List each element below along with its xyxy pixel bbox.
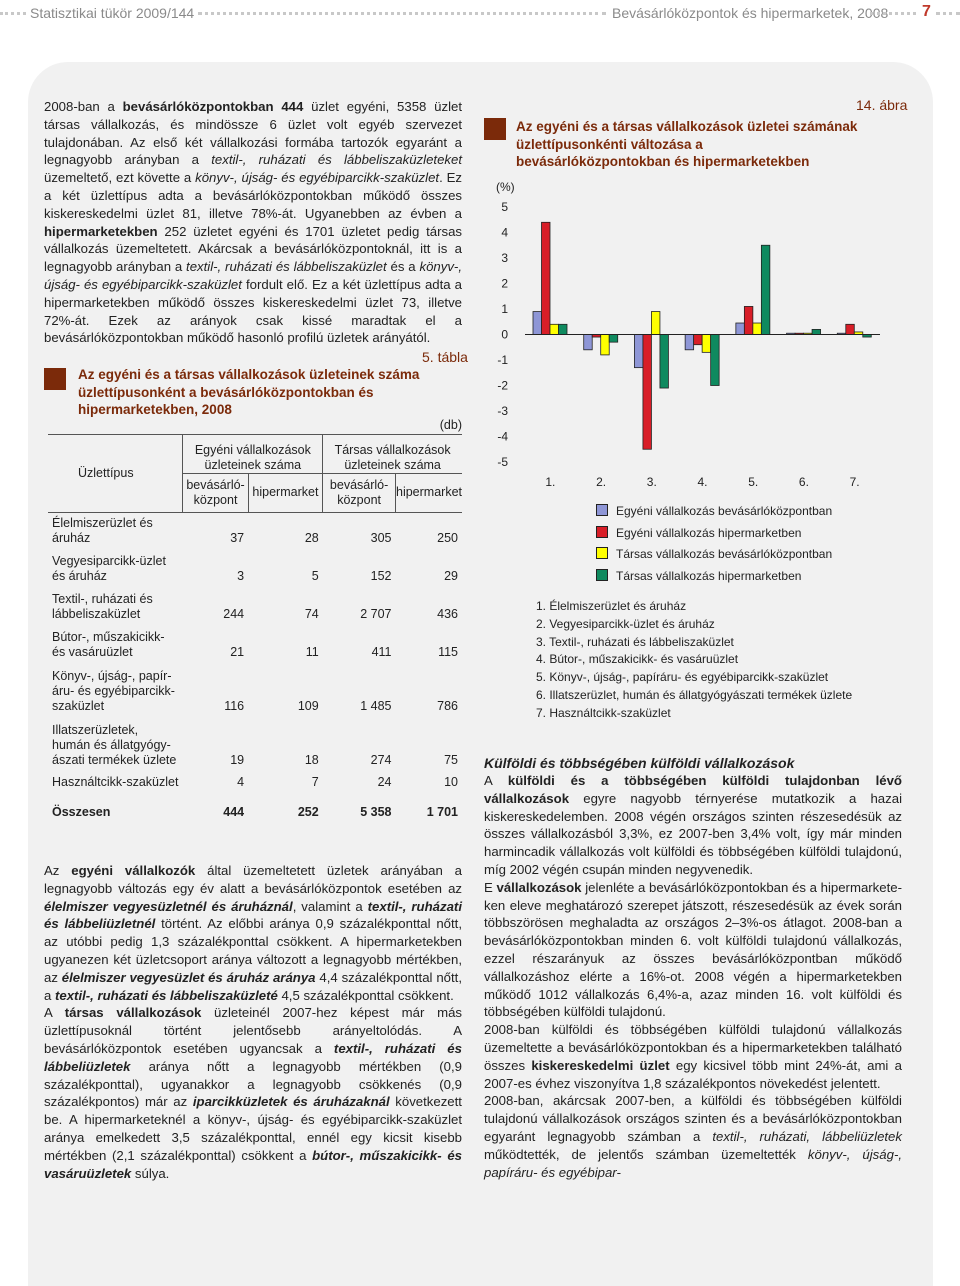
x-tick-label: 7. [849, 475, 860, 489]
bar [643, 335, 652, 450]
table-unit: (db) [439, 418, 462, 432]
row-label: Bútor-, műszakicikk- és vasáruüzlet [52, 630, 165, 659]
category-description: 5. Könyv-, újság-, papíráru- és egyébiparcikk-szaküzlet [536, 670, 829, 685]
bar [812, 329, 821, 334]
row-label: Textil-, ruházati és lábbeliszaküzlet [52, 592, 153, 621]
legend-swatch [596, 569, 608, 581]
header-dotted-rule [198, 12, 606, 15]
table-marker [44, 368, 66, 390]
header-dotted-rule [870, 12, 916, 15]
x-tick-label: 1. [545, 475, 556, 489]
cell-value: 444 [223, 805, 245, 819]
table-row [48, 626, 462, 664]
bar-chart [480, 190, 900, 500]
publication-title: Statisztikai tükör 2009/144 [30, 5, 195, 21]
table-body [48, 512, 462, 824]
cell-value: 786 [437, 699, 458, 713]
bar [846, 324, 855, 334]
bar [702, 335, 711, 353]
foreign-enterprises-paragraph: A külföldi és a többségében külföldi tulajdonban lévő vállalkozások egyre nagyobb térnyerése mutatkozik a hazai kiskereskedelemben. 2008 végén országos szinten részesedésük az összes vállalkozásból 3,3%, ez 2007-ben 3,4% volt, így már minden harmincadik vállalkozás volt külföldi és többségében külföldi tulajdonú, míg 2002 végén csupán minden negyvenedik. E vállalkozások jelenléte a bevásárlóközpontokban és a hipermarketeken eleve meghatározó szerepet játszott, részesedésük az évek során többszörösen meghaladta az országos 2–3%-os átlagot. 2008-ban a bevásárlóközpontokban minden 6. volt külföldi tulajdonú vállalkozás, ezzel részarányuk az összes bevásárlóközpontban működő vállalkozáshoz elérte a 16%-ot. 2008 végén a hipermarketekben működő 1012 vállalkozás 6,4%-a, azaz minden 16. volt külföldi és többségében külföldi tulajdonú. 2008-ban külföldi és többségében külföldi tulajdonú vállalkozás üzemeltette a bevásárlóközpontokban és a hipermarketekben található összes kiskereskedelmi üzlet egy kicsivel több mint 24%-át, ami a 2007-es évhez viszonyítva 1,8 százalékpontos növekedést jelentett. 2008-ban, akárcsak 2007-ben, a külföldi és többségében külföldi tulajdonú vállalkozások országos szinten és a bevásárlóközpontokban egyaránt legnagyobb számban a textil-, ruházati, lábbeliüzletek működtették, de jelentős számban üzemeltették könyv-, újság-, papíráru- és egyébipar- [484, 773, 902, 1180]
cell-value: 115 [438, 645, 458, 659]
col-header-mall: bevásárló- központ [183, 473, 248, 512]
bar [609, 335, 618, 343]
cell-value: 24 [377, 775, 392, 789]
cell-value: 1 701 [426, 805, 458, 819]
legend-label: Egyéni vállalkozás bevásárlóközpontban [616, 504, 833, 518]
category-description: 2. Vegyesiparcikk-üzlet és áruház [536, 616, 715, 631]
bar [761, 245, 770, 334]
legend-item [596, 547, 832, 561]
cell-value: 411 [371, 645, 392, 659]
bar [584, 335, 593, 350]
bar [651, 312, 660, 335]
row-label: Használtcikk-szaküzlet [52, 775, 179, 789]
legend-label: Társas vállalkozás hipermarketben [616, 568, 802, 583]
cell-value: 29 [444, 569, 458, 583]
category-description: 7. Használtcikk-szaküzlet [536, 705, 671, 720]
bar [736, 323, 745, 334]
bar [711, 335, 720, 386]
y-tick-label: 4 [501, 225, 508, 240]
y-tick-label: 1 [501, 302, 508, 316]
table-row [48, 664, 462, 718]
intro-paragraph: 2008-ban a bevásárlóközpontokban 444 üzlet egyéni, 5358 üzlet társas vállalkozás, és mindössze 6 üzlet volt egyéb szervezet tulajdonában. Az első két vállalkozási formába tartozók egyaránt a legnagyobb arányban a textil-, ruházati és lábbeliszaküzleteket üzemeltető, ezt követte a könyv-, újság- és egyébiparcikk-szaküzlet. Ez a két üzlettípus adta a bevásárlóközpontokban működő összes kiskereskedelmi üzlet 81, illetve 78%-át. Ugyanebben az évben a hipermarketekben 252 üzletet egyéni és 1701 üzletet pedig társas vállalkozás üzemeltetett. Akárcsak a bevásárlóközpontoknál, itt is a legnagyobb arányban a textil-, ruházati és lábbeliszaküzlet és a könyv-, újság- és egyébiparcikk-szaküzlet fordult elő. Ez a két üzlettípus adta a hipermarketekben működő összes kiskereskedelmi üzlet 73, illetve 72%-át. Ezek az arányok csak kissé maradtak el a bevásárlóközpontokban működő hasonló profilú üzletek arányától. [44, 99, 463, 346]
header-dotted-rule [0, 12, 26, 15]
y-tick-label: 3 [501, 251, 508, 265]
col-header-hypermarket: hipermarket [396, 473, 463, 512]
table-row [48, 718, 462, 772]
cell-value: 274 [370, 753, 392, 767]
cell-value: 21 [230, 645, 245, 659]
bar [753, 323, 762, 334]
cell-value: 252 [297, 805, 319, 819]
bar [744, 306, 753, 334]
category-list [536, 598, 852, 723]
table-row [48, 588, 462, 626]
bar [601, 335, 610, 355]
y-tick-label: 0 [501, 327, 508, 342]
legend-item [596, 569, 801, 583]
cell-value: 116 [224, 699, 245, 713]
cell-value: 250 [437, 531, 458, 545]
cell-value: 3 [237, 569, 245, 583]
row-label: Könyv-, újság-, papír- áru- és egyébiparcikk- szaküzlet [52, 669, 175, 713]
legend-item [596, 526, 801, 540]
cell-value: 305 [370, 531, 392, 545]
cell-value: 11 [305, 645, 319, 659]
cell-value: 2 707 [360, 607, 392, 621]
cell-value: 152 [370, 569, 392, 583]
row-label: Vegyesiparcikk-üzlet és áruház [52, 554, 166, 583]
cell-value: 109 [297, 699, 319, 713]
legend-swatch [596, 526, 608, 538]
y-tick-label: -3 [497, 404, 508, 418]
bar [559, 324, 568, 334]
figure-number: 14. ábra [856, 97, 908, 113]
cell-value: 436 [437, 607, 458, 621]
col-group-corporate: Társas vállalkozások üzleteinek száma [323, 434, 462, 473]
category-description: 4. Bútor-, műszakicikk- és vasáruüzlet [536, 652, 739, 667]
legend-swatch [596, 547, 608, 559]
table-row [48, 772, 462, 794]
bar [660, 335, 669, 389]
legend-item [596, 504, 832, 518]
table-row [48, 512, 462, 550]
bar [634, 335, 643, 368]
legend-label: Társas vállalkozás bevásárlóközpontban [616, 547, 833, 561]
y-tick-label: 2 [501, 276, 508, 291]
y-tick-label: 5 [501, 200, 508, 214]
x-tick-label: 3. [646, 475, 657, 489]
individual-corporate-paragraph: Az egyéni vállalkozók által üzemeltetett üzletek arányában a legnagyobb változás egy év alatt a bevásárlóközpontok esetében az élelmiszer vegyesüzletnél és áruháznál, valamint a textil-, ruházati és lábbeliüzletnél történt. Az előbbi aránya 0,9 százalékponttal nőtt, az utóbbi pedig 1,3 százalékponttal csökkent. A hipermarketekben ugyanezen két üzletcsoport aránya változott a legnagyobb mértékben, az élelmiszer vegyesüzlet és áruház aránya 4,4 százalékponttal nőtt, a textil-, ruházati és lábbeliszaküzleté 4,5 százalékponttal csökkent. A társas vállalkozások üzleteinél 2007-hez képest már más üzlettípusoknál történt jelentősebb arányeltolódás. A bevásárlóközpontok esetében ugyancsak a textil-, ruházati és lábbeliüzletek aránya nőtt a legnagyobb mértékben (0,9 százalékponttal), ugyanakkor a legnagyobb csökkenés (0,9 százalékpontos) már az iparcikküzletek és áruházaknál következett be. A hipermarketeknél a könyv-, újság- és egyébiparcikk-szaküzlet aránya emelkedett 3,5 százalékponttal, ennél egy kicsit kisebb mértékben (2,1 százalékponttal) csökkent a bútor-, műszakicikk- és vasáruüzletek súlya. [44, 863, 463, 1181]
page-number: 7 [922, 3, 931, 20]
y-tick-label: -5 [497, 455, 508, 469]
y-tick-label: -1 [497, 353, 508, 367]
cell-value: 1 485 [360, 699, 392, 713]
y-axis-label: (%) [496, 180, 515, 194]
col-header-mall: bevásárló- központ [323, 473, 396, 512]
cell-value: 18 [304, 753, 319, 767]
x-tick-label: 6. [798, 475, 809, 489]
category-description: 6. Illatszerüzlet, humán és állatgyógyászati termékek üzlete [536, 687, 853, 702]
bar [694, 335, 703, 345]
figure-title: Az egyéni és a társas vállalkozások üzletei számának üzlettípusonkénti változása a bevásárlóközpontokban és hipermarketekben [516, 119, 858, 169]
cell-value: 5 [311, 569, 319, 583]
cell-value: 74 [304, 607, 319, 621]
cell-value: 37 [230, 531, 245, 545]
chapter-title: Bevásárlóközpontok és hipermarketek, 2008 [612, 5, 889, 21]
header-dotted-rule [936, 12, 960, 15]
col-group-individual: Egyéni vállalkozások üzleteinek száma [183, 434, 323, 473]
bar [533, 312, 542, 335]
cell-value: 244 [223, 607, 245, 621]
legend-swatch [596, 504, 608, 516]
col-header-hypermarket: hipermarket [248, 473, 323, 512]
y-tick-label: -4 [497, 429, 508, 444]
row-label: Élelmiszerüzlet és áruház [52, 516, 153, 545]
bar [685, 335, 694, 350]
cell-value: 7 [311, 775, 319, 789]
y-tick-label: -2 [497, 378, 508, 393]
cell-value: 5 358 [360, 805, 392, 819]
cell-value: 10 [444, 775, 458, 789]
table-total-row [48, 794, 462, 824]
row-label: Illatszerüzletek, humán és állatgyógy- ászati termékek üzlete [52, 723, 177, 767]
table-row [48, 550, 462, 588]
category-description: 3. Textil-, ruházati és lábbeliszaküzlet [536, 634, 734, 649]
table-title: Az egyéni és a társas vállalkozások üzleteinek száma üzlettípusonként a bevásárlóközpontokban és hipermarketekben, 2008 [78, 367, 420, 417]
bar [542, 222, 551, 334]
page-header [0, 0, 960, 26]
col-header-type: Üzlettípus [48, 434, 183, 512]
bar [550, 324, 559, 334]
table-number: 5. tábla [422, 349, 468, 365]
category-description: 1. Élelmiszerüzlet és áruház [536, 599, 687, 613]
x-tick-label: 5. [748, 475, 759, 489]
cell-value: 28 [304, 531, 319, 545]
figure-marker [484, 118, 506, 140]
legend-label: Egyéni vállalkozás hipermarketben [616, 525, 802, 540]
cell-value: 75 [444, 753, 458, 767]
cell-value: 4 [237, 775, 245, 789]
stores-table [48, 410, 462, 824]
row-label: Összesen [52, 805, 111, 819]
x-tick-label: 4. [697, 475, 708, 489]
section-heading: Külföldi és többségében külföldi vállalkozások [484, 755, 795, 771]
x-tick-label: 2. [596, 475, 607, 489]
cell-value: 19 [230, 753, 245, 767]
